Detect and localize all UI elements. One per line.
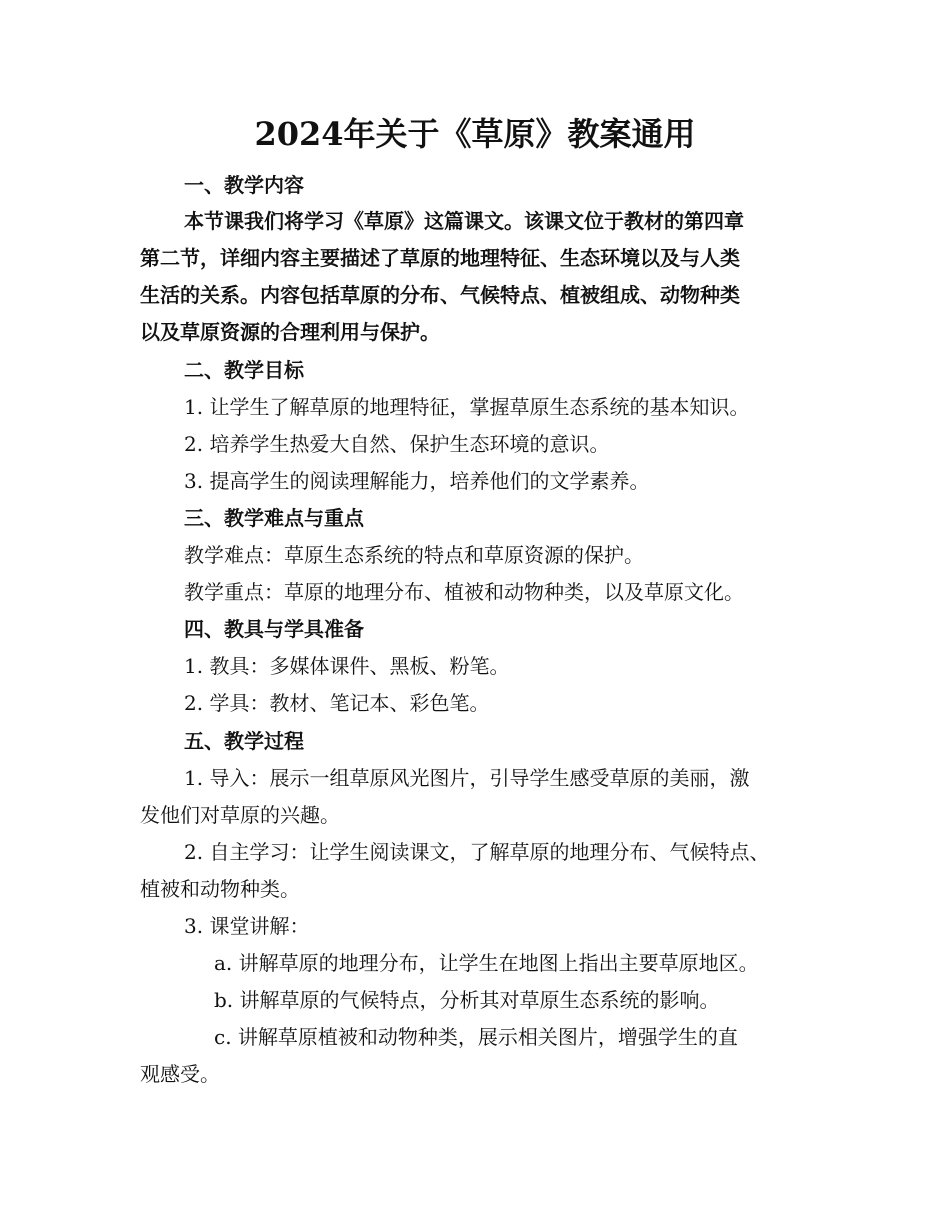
list-item: 教学难点：草原生态系统的特点和草原资源的保护。 bbox=[184, 543, 644, 567]
section-heading-materials: 四、教具与学具准备 bbox=[184, 617, 364, 641]
list-item: 3. 提高学生的阅读理解能力，培养他们的文学素养。 bbox=[184, 469, 650, 493]
section-heading-key-points: 三、教学难点与重点 bbox=[184, 506, 364, 530]
list-item: 2. 培养学生热爱大自然、保护生态环境的意识。 bbox=[184, 432, 610, 456]
paragraph-line: 第二节，详细内容主要描述了草原的地理特征、生态环境以及与人类 bbox=[140, 246, 740, 270]
document-title: 2024年关于《草原》教案通用 bbox=[254, 115, 696, 153]
paragraph-line: 植被和动物种类。 bbox=[140, 877, 300, 901]
list-item: 2. 学具：教材、笔记本、彩色笔。 bbox=[184, 691, 490, 715]
paragraph-line: 1. 导入：展示一组草原风光图片，引导学生感受草原的美丽，激 bbox=[184, 766, 750, 790]
list-item: 1. 教具：多媒体课件、黑板、粉笔。 bbox=[184, 654, 510, 678]
list-item: 1. 让学生了解草原的地理特征，掌握草原生态系统的基本知识。 bbox=[184, 395, 750, 419]
sub-list-item: b. 讲解草原的气候特点，分析其对草原生态系统的影响。 bbox=[214, 988, 720, 1012]
sub-list-item: c. 讲解草原植被和动物种类，展示相关图片，增强学生的直 bbox=[214, 1025, 738, 1049]
section-heading-content: 一、教学内容 bbox=[184, 173, 304, 197]
paragraph-line: 观感受。 bbox=[140, 1062, 220, 1086]
paragraph-line: 以及草原资源的合理利用与保护。 bbox=[140, 320, 440, 344]
paragraph-line: 生活的关系。内容包括草原的分布、气候特点、植被组成、动物种类 bbox=[140, 283, 740, 307]
section-heading-objectives: 二、教学目标 bbox=[184, 358, 304, 382]
paragraph-line: 3. 课堂讲解： bbox=[184, 914, 310, 938]
paragraph-line: 2. 自主学习：让学生阅读课文，了解草原的地理分布、气候特点、 bbox=[184, 840, 770, 864]
paragraph-line: 发他们对草原的兴趣。 bbox=[140, 803, 340, 827]
section-heading-process: 五、教学过程 bbox=[184, 729, 304, 753]
paragraph-line: 本节课我们将学习《草原》这篇课文。该课文位于教材的第四章 bbox=[184, 209, 744, 233]
list-item: 教学重点：草原的地理分布、植被和动物种类，以及草原文化。 bbox=[184, 580, 744, 604]
sub-list-item: a. 讲解草原的地理分布，让学生在地图上指出主要草原地区。 bbox=[214, 951, 759, 975]
